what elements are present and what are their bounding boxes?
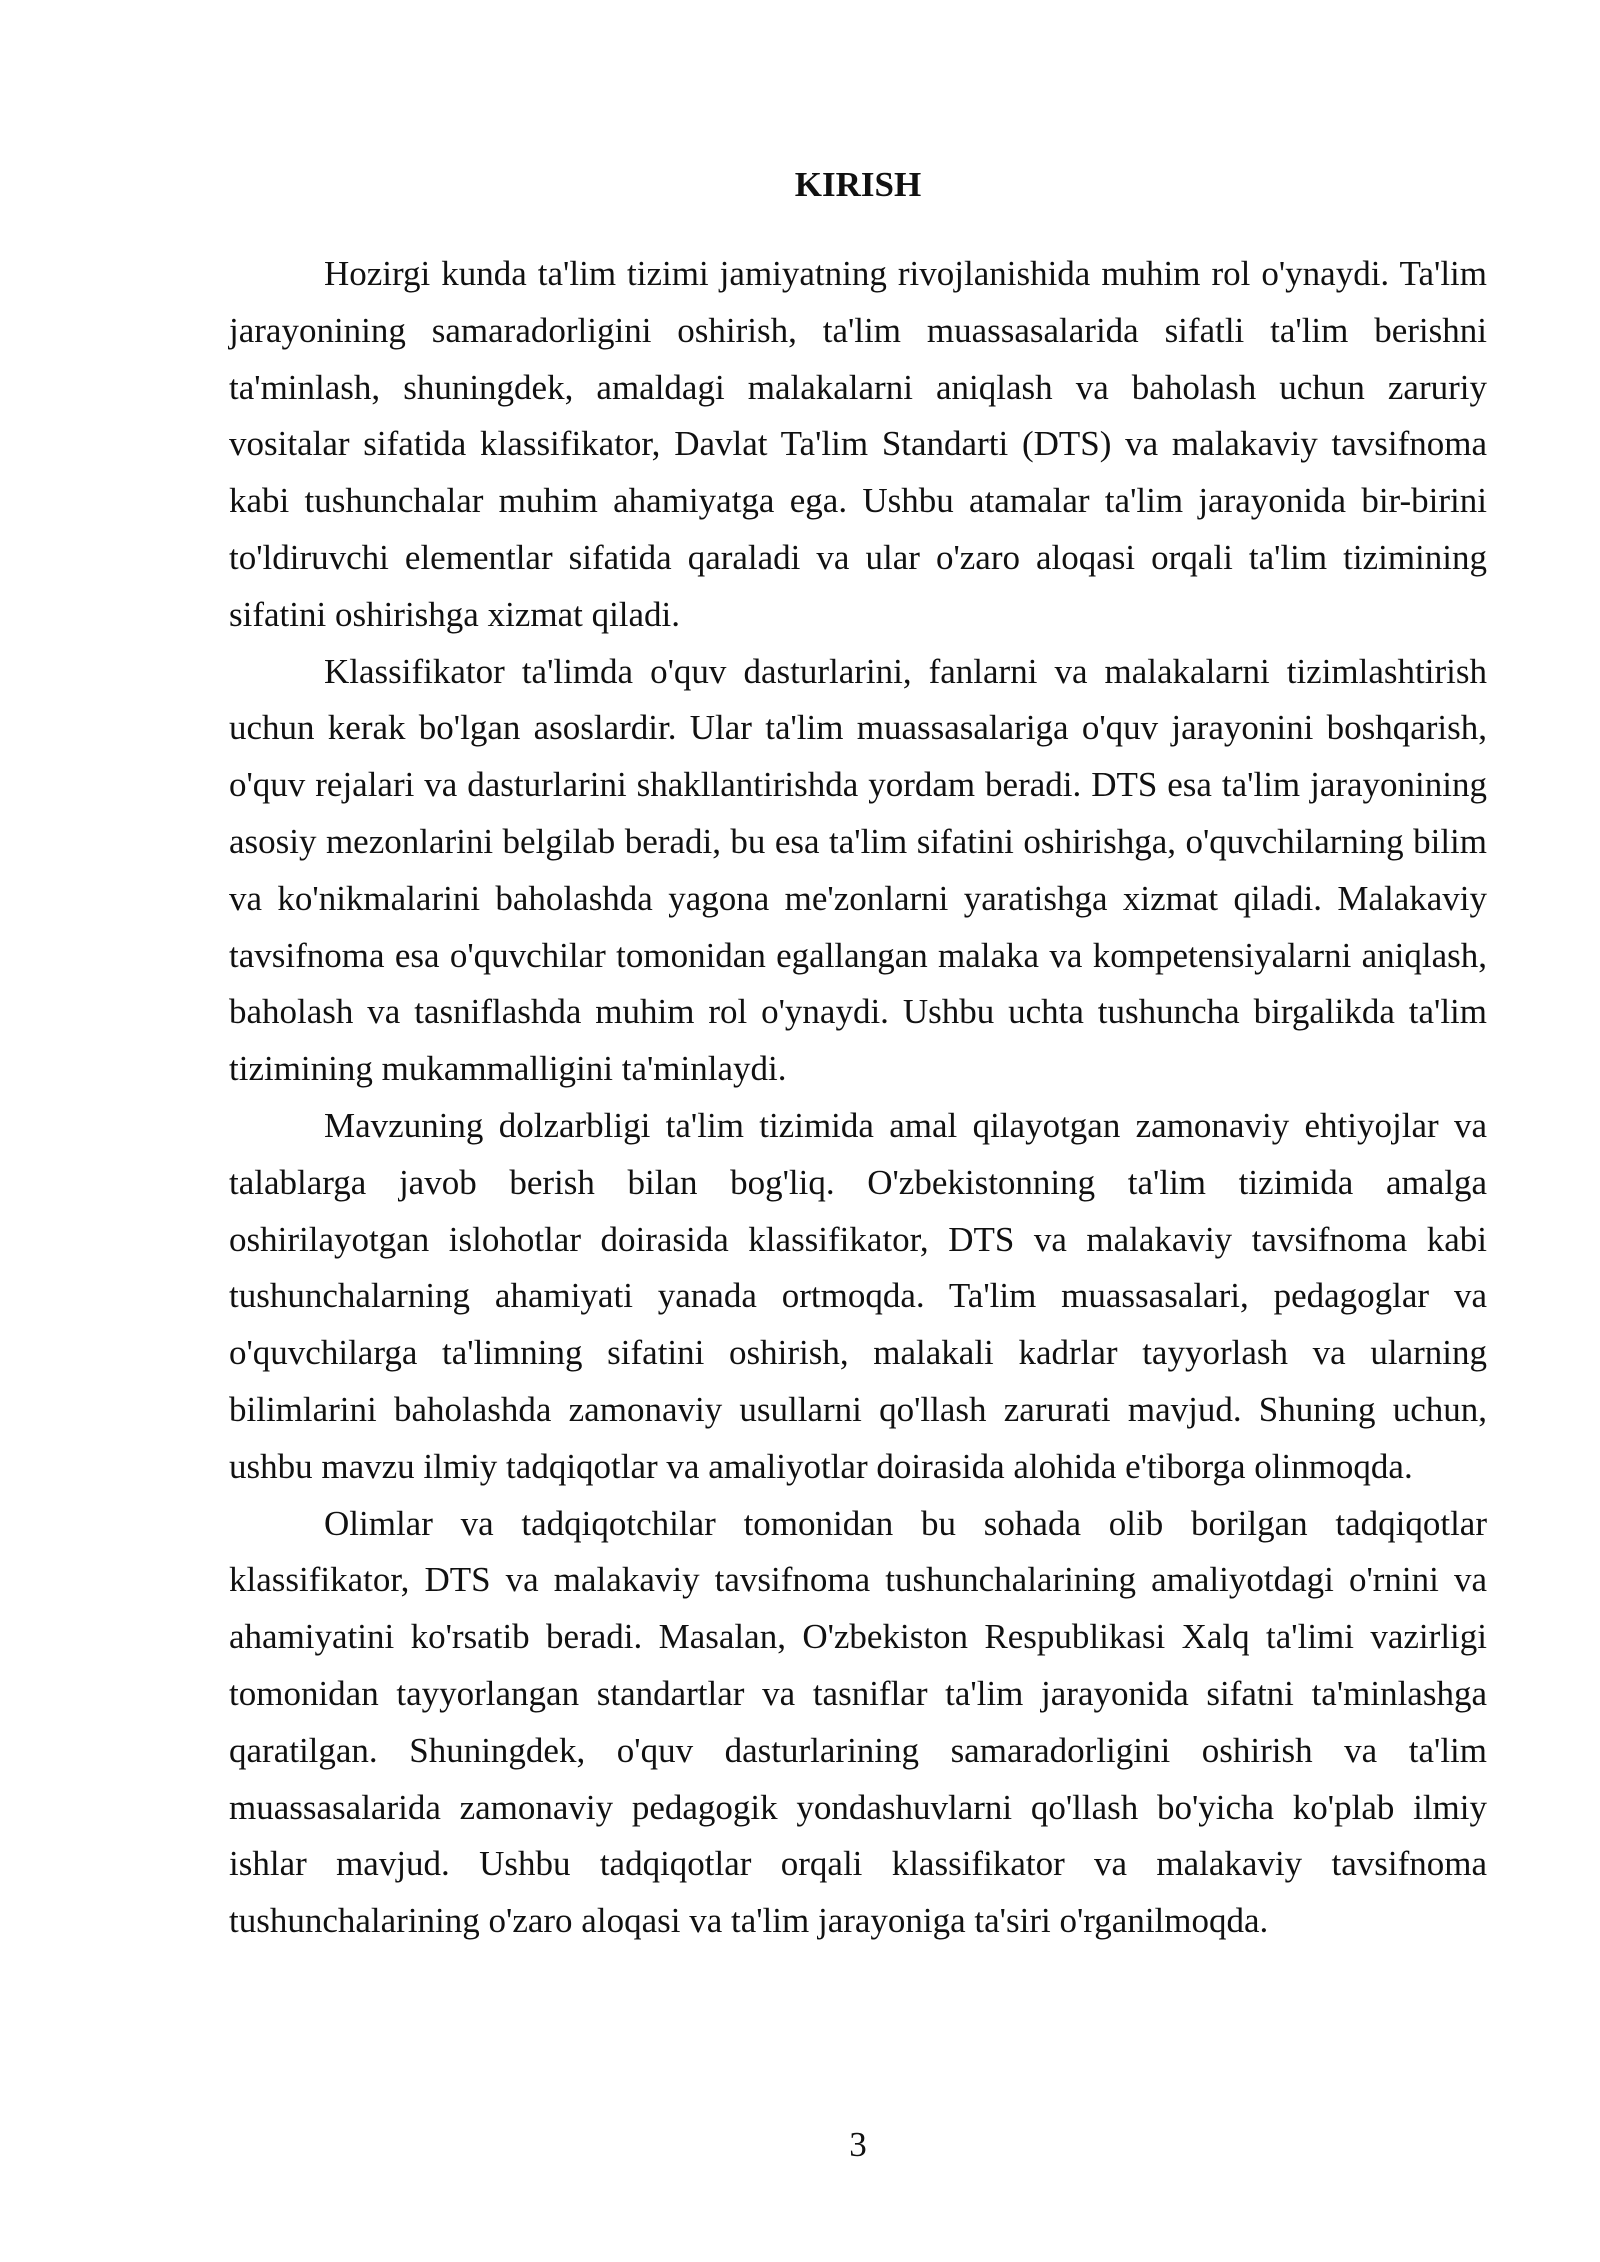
section-title: KIRISH	[794, 165, 922, 204]
page-number: 3	[849, 2125, 867, 2164]
paragraph-1: Hozirgi kunda ta'lim tizimi jamiyatning rivojlanishida muhim rol o'ynaydi. Ta'lim jarayonining samaradorligini oshirish, ta'lim muassasalarida sifatli ta'lim berishni ta'minlash, shuningdek, amaldagi malakalarni aniqlash va baholash uchun zaruriy vositalar sifatida klassifikator, Davlat Ta'lim Standarti (DTS) va malakaviy tavsifnoma kabi tushunchalar muhim ahamiyatga ega. Ushbu atamalar ta'lim jarayonida bir-birini to'ldiruvchi elementlar sifatida qaraladi va ular o'zaro aloqasi orqali ta'lim tizimining sifatini oshirishga xizmat qiladi.	[229, 254, 1487, 634]
paragraph-3: Mavzuning dolzarbligi ta'lim tizimida amal qilayotgan zamonaviy ehtiyojlar va talablarga javob berish bilan bog'liq. O'zbekistonning ta'lim tizimida amalga oshirilayotgan islohotlar doirasida klassifikator, DTS va malakaviy tavsifnoma kabi tushunchalarning ahamiyati yanada ortmoqda. Ta'lim muassasalari, pedagoglar va o'quvchilarga ta'limning sifatini oshirish, malakali kadrlar tayyorlash va ularning bilimlarini baholashda zamonaviy usullarni qo'llash zarurati mavjud. Shuning uchun, ushbu mavzu ilmiy tadqiqotlar va amaliyotlar doirasida alohida e'tiborga olinmoqda.	[229, 1105, 1487, 1486]
paragraph-2: Klassifikator ta'limda o'quv dasturlarini, fanlarni va malakalarni tizimlashtirish uchun kerak bo'lgan asoslardir. Ular ta'lim muassasalariga o'quv jarayonini boshqarish, o'quv rejalari va dasturlarini shakllantirishda yordam beradi. DTS esa ta'lim jarayonining asosiy mezonlarini belgilab beradi, bu esa ta'lim sifatini oshirishga, o'quvchilarning bilim va ko'nikmalarini baholashda yagona me'zonlarni yaratishga xizmat qiladi. Malakaviy tavsifnoma esa o'quvchilar tomonidan egallangan malaka va kompetensiyalarni aniqlash, baholash va tasniflashda muhim rol o'ynaydi. Ushbu uchta tushuncha birgalikda ta'lim tizimining mukammalligini ta'minlaydi.	[229, 651, 1487, 1089]
paragraph-4: Olimlar va tadqiqotchilar tomonidan bu sohada olib borilgan tadqiqotlar klassifikator, DTS va malakaviy tavsifnoma tushunchalarining amaliyotdagi o'rnini va ahamiyatini ko'rsatib beradi. Masalan, O'zbekiston Respublikasi Xalq ta'limi vazirligi tomonidan tayyorlangan standartlar va tasniflar ta'lim jarayonida sifatni ta'minlashga qaratilgan. Shuningdek, o'quv dasturlarining samaradorligini oshirish va ta'lim muassasalarida zamonaviy pedagogik yondashuvlarni qo'llash bo'yicha ko'plab ilmiy ishlar mavjud. Ushbu tadqiqotlar orqali klassifikator va malakaviy tavsifnoma tushunchalarining o'zaro aloqasi va ta'lim jarayoniga ta'siri o'rganilmoqda.	[229, 1503, 1487, 1941]
body-text	[229, 246, 1487, 1950]
